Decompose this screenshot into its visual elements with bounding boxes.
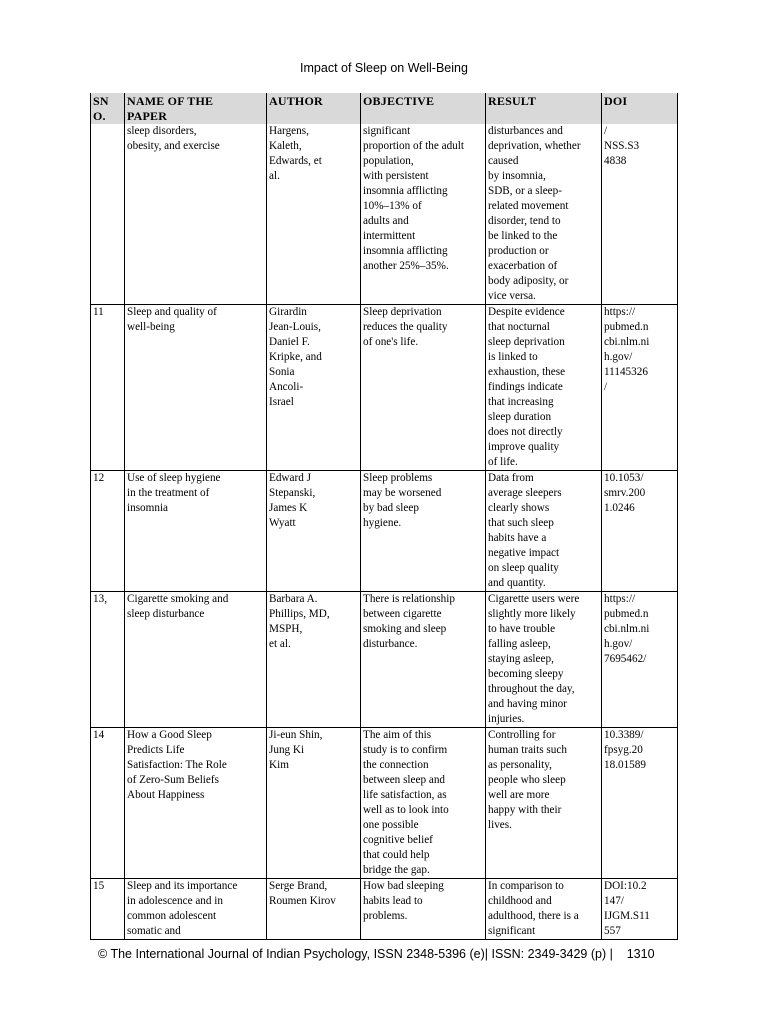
table-row xyxy=(91,471,678,592)
cell-doi: DOI:10.2 147/ IJGM.S11 557 xyxy=(602,879,678,940)
cell-sno: 13, xyxy=(91,592,125,728)
cell-doi: https:// pubmed.n cbi.nlm.ni h.gov/ 7695462/ xyxy=(602,592,678,728)
cell-author: Girardin Jean-Louis, Daniel F. Kripke, and Sonia Ancoli- Israel xyxy=(267,305,361,471)
header-doi: DOI xyxy=(602,93,678,124)
cell-result: In comparison to childhood and adulthood, there is a significant xyxy=(486,879,602,940)
header-result: RESULT xyxy=(486,93,602,124)
cell-objective: There is relationship between cigarette smoking and sleep disturbance. xyxy=(361,592,486,728)
cell-result: disturbances and deprivation, whether caused by insomnia, SDB, or a sleep- related movement disorder, tend to be linked to the production or exacerbation of body adiposity, or vice versa. xyxy=(486,124,602,305)
cell-result: Controlling for human traits such as personality, people who sleep well are more happy with their lives. xyxy=(486,728,602,879)
cell-paper-name: Sleep and its importance in adolescence and in common adolescent somatic and xyxy=(125,879,267,940)
cell-result: Data from average sleepers clearly shows that such sleep habits have a negative impact on sleep quality and quantity. xyxy=(486,471,602,592)
cell-sno: 11 xyxy=(91,305,125,471)
page-title: Impact of Sleep on Well-Being xyxy=(300,61,468,75)
literature-table xyxy=(90,93,678,940)
table-header-row xyxy=(91,93,678,124)
cell-author: Barbara A. Phillips, MD, MSPH, et al. xyxy=(267,592,361,728)
cell-result: Despite evidence that nocturnal sleep deprivation is linked to exhaustion, these findings indicate that increasing sleep duration does not directly improve quality of life. xyxy=(486,305,602,471)
cell-result: Cigarette users were slightly more likely to have trouble falling asleep, staying asleep, becoming sleepy throughout the day, and having minor injuries. xyxy=(486,592,602,728)
cell-objective: Sleep problems may be worsened by bad sleep hygiene. xyxy=(361,471,486,592)
cell-doi: 10.3389/ fpsyg.20 18.01589 xyxy=(602,728,678,879)
table-row xyxy=(91,879,678,940)
cell-author: Hargens, Kaleth, Edwards, et al. xyxy=(267,124,361,305)
page-footer: © The International Journal of Indian Psychology, ISSN 2348-5396 (e)| ISSN: 2349-3429 (p) | 1310 xyxy=(98,947,655,961)
table-row xyxy=(91,592,678,728)
cell-objective: Sleep deprivation reduces the quality of one's life. xyxy=(361,305,486,471)
cell-paper-name: How a Good Sleep Predicts Life Satisfaction: The Role of Zero-Sum Beliefs About Happiness xyxy=(125,728,267,879)
cell-sno: 15 xyxy=(91,879,125,940)
header-author: AUTHOR xyxy=(267,93,361,124)
cell-author: Edward J Stepanski, James K Wyatt xyxy=(267,471,361,592)
cell-objective: significant proportion of the adult population, with persistent insomnia afflicting 10%–13% of adults and intermittent insomnia afflicting another 25%–35%. xyxy=(361,124,486,305)
cell-sno: 12 xyxy=(91,471,125,592)
cell-paper-name: Cigarette smoking and sleep disturbance xyxy=(125,592,267,728)
cell-doi: https:// pubmed.n cbi.nlm.ni h.gov/ 11145326 / xyxy=(602,305,678,471)
cell-paper-name: Use of sleep hygiene in the treatment of insomnia xyxy=(125,471,267,592)
header-sno: SN O. xyxy=(91,93,125,124)
cell-paper-name: sleep disorders, obesity, and exercise xyxy=(125,124,267,305)
header-paper-name: NAME OF THE PAPER xyxy=(125,93,267,124)
table-row xyxy=(91,124,678,305)
cell-sno: 14 xyxy=(91,728,125,879)
cell-paper-name: Sleep and quality of well-being xyxy=(125,305,267,471)
cell-doi: / NSS.S3 4838 xyxy=(602,124,678,305)
cell-sno xyxy=(91,124,125,305)
cell-doi: 10.1053/ smrv.200 1.0246 xyxy=(602,471,678,592)
cell-author: Serge Brand, Roumen Kirov xyxy=(267,879,361,940)
table-row xyxy=(91,305,678,471)
cell-author: Ji-eun Shin, Jung Ki Kim xyxy=(267,728,361,879)
cell-objective: The aim of this study is to confirm the connection between sleep and life satisfaction, as well as to look into one possible cognitive belief that could help bridge the gap. xyxy=(361,728,486,879)
cell-objective: How bad sleeping habits lead to problems. xyxy=(361,879,486,940)
table-row xyxy=(91,728,678,879)
header-objective: OBJECTIVE xyxy=(361,93,486,124)
